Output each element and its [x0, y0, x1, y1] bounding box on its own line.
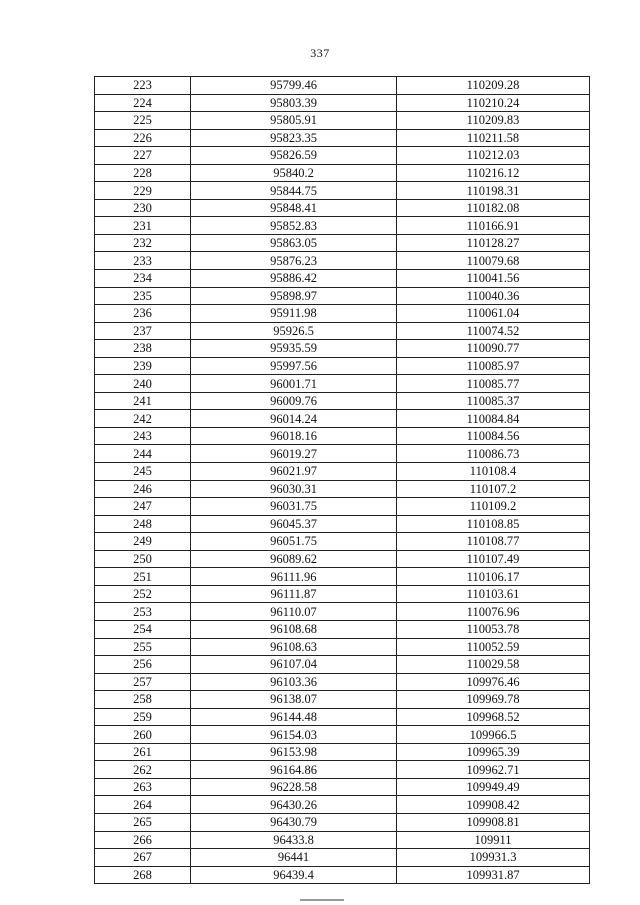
y-coordinate-cell: 109949.49: [397, 778, 590, 796]
y-coordinate-cell: 110085.97: [397, 357, 590, 375]
table-row: [95, 673, 590, 691]
point-number-cell: 235: [95, 287, 191, 305]
y-coordinate-cell: 110108.85: [397, 515, 590, 533]
y-coordinate-cell: 109976.46: [397, 673, 590, 691]
table-row: [95, 182, 590, 200]
table-row: [95, 445, 590, 463]
point-number-cell: 253: [95, 603, 191, 621]
x-coordinate-cell: 95886.42: [191, 270, 397, 288]
x-coordinate-cell: 95823.35: [191, 129, 397, 147]
x-coordinate-cell: 96153.98: [191, 743, 397, 761]
x-coordinate-cell: 96111.87: [191, 585, 397, 603]
point-number-cell: 237: [95, 322, 191, 340]
x-coordinate-cell: 95844.75: [191, 182, 397, 200]
y-coordinate-cell: 109908.42: [397, 796, 590, 814]
y-coordinate-cell: 109911: [397, 831, 590, 849]
y-coordinate-cell: 110108.77: [397, 533, 590, 551]
x-coordinate-cell: 96089.62: [191, 550, 397, 568]
x-coordinate-cell: 96439.4: [191, 866, 397, 884]
table-row: [95, 761, 590, 779]
x-coordinate-cell: 96108.68: [191, 620, 397, 638]
table-row: [95, 252, 590, 270]
table-row: [95, 129, 590, 147]
y-coordinate-cell: 110107.49: [397, 550, 590, 568]
table-row: [95, 708, 590, 726]
table-row: [95, 796, 590, 814]
y-coordinate-cell: 110210.24: [397, 94, 590, 112]
point-number-cell: 248: [95, 515, 191, 533]
point-number-cell: 264: [95, 796, 191, 814]
y-coordinate-cell: 109966.5: [397, 726, 590, 744]
point-number-cell: 244: [95, 445, 191, 463]
x-coordinate-cell: 96441: [191, 849, 397, 867]
x-coordinate-cell: 95926.5: [191, 322, 397, 340]
table-row: [95, 656, 590, 674]
y-coordinate-cell: 110041.56: [397, 270, 590, 288]
y-coordinate-cell: 109962.71: [397, 761, 590, 779]
y-coordinate-cell: 110029.58: [397, 656, 590, 674]
x-coordinate-cell: 95863.05: [191, 234, 397, 252]
x-coordinate-cell: 95799.46: [191, 77, 397, 95]
point-number-cell: 267: [95, 849, 191, 867]
table-row: [95, 585, 590, 603]
x-coordinate-cell: 96154.03: [191, 726, 397, 744]
point-number-cell: 259: [95, 708, 191, 726]
y-coordinate-cell: 110085.37: [397, 392, 590, 410]
point-number-cell: 262: [95, 761, 191, 779]
y-coordinate-cell: 110086.73: [397, 445, 590, 463]
table-row: [95, 778, 590, 796]
table-row: [95, 427, 590, 445]
table-row: [95, 550, 590, 568]
table-row: [95, 322, 590, 340]
table-row: [95, 813, 590, 831]
y-coordinate-cell: 110107.2: [397, 480, 590, 498]
x-coordinate-cell: 96021.97: [191, 463, 397, 481]
x-coordinate-cell: 96045.37: [191, 515, 397, 533]
y-coordinate-cell: 110040.36: [397, 287, 590, 305]
y-coordinate-cell: 109968.52: [397, 708, 590, 726]
x-coordinate-cell: 96164.86: [191, 761, 397, 779]
point-number-cell: 252: [95, 585, 191, 603]
x-coordinate-cell: 96018.16: [191, 427, 397, 445]
table-row: [95, 866, 590, 884]
table-row: [95, 77, 590, 95]
table-row: [95, 603, 590, 621]
point-number-cell: 227: [95, 147, 191, 165]
point-number-cell: 241: [95, 392, 191, 410]
point-number-cell: 256: [95, 656, 191, 674]
x-coordinate-cell: 95805.91: [191, 112, 397, 130]
point-number-cell: 258: [95, 691, 191, 709]
x-coordinate-cell: 96031.75: [191, 498, 397, 516]
point-number-cell: 234: [95, 270, 191, 288]
table-row: [95, 217, 590, 235]
point-number-cell: 260: [95, 726, 191, 744]
table-row: [95, 164, 590, 182]
point-number-cell: 226: [95, 129, 191, 147]
y-coordinate-cell: 110076.96: [397, 603, 590, 621]
y-coordinate-cell: 109931.87: [397, 866, 590, 884]
y-coordinate-cell: 110085.77: [397, 375, 590, 393]
table-row: [95, 340, 590, 358]
x-coordinate-cell: 96430.79: [191, 813, 397, 831]
table-row: [95, 831, 590, 849]
table-row: [95, 392, 590, 410]
y-coordinate-cell: 109931.3: [397, 849, 590, 867]
point-number-cell: 231: [95, 217, 191, 235]
point-number-cell: 261: [95, 743, 191, 761]
table-row: [95, 691, 590, 709]
table-row: [95, 533, 590, 551]
y-coordinate-cell: 110061.04: [397, 305, 590, 323]
point-number-cell: 246: [95, 480, 191, 498]
x-coordinate-cell: 95997.56: [191, 357, 397, 375]
y-coordinate-cell: 110074.52: [397, 322, 590, 340]
x-coordinate-cell: 96144.48: [191, 708, 397, 726]
x-coordinate-cell: 96108.63: [191, 638, 397, 656]
table-row: [95, 270, 590, 288]
point-number-cell: 228: [95, 164, 191, 182]
table-row: [95, 112, 590, 130]
point-number-cell: 266: [95, 831, 191, 849]
point-number-cell: 254: [95, 620, 191, 638]
point-number-cell: 224: [95, 94, 191, 112]
table-row: [95, 199, 590, 217]
table-row: [95, 305, 590, 323]
table-row: [95, 849, 590, 867]
x-coordinate-cell: 95848.41: [191, 199, 397, 217]
x-coordinate-cell: 96019.27: [191, 445, 397, 463]
point-number-cell: 232: [95, 234, 191, 252]
table-row: [95, 638, 590, 656]
x-coordinate-cell: 96051.75: [191, 533, 397, 551]
x-coordinate-cell: 95935.59: [191, 340, 397, 358]
coordinate-table-container: [94, 76, 590, 884]
coordinate-table: [94, 76, 590, 884]
table-row: [95, 480, 590, 498]
x-coordinate-cell: 96228.58: [191, 778, 397, 796]
x-coordinate-cell: 96107.04: [191, 656, 397, 674]
point-number-cell: 265: [95, 813, 191, 831]
x-coordinate-cell: 96001.71: [191, 375, 397, 393]
table-row: [95, 568, 590, 586]
y-coordinate-cell: 110106.17: [397, 568, 590, 586]
table-row: [95, 515, 590, 533]
x-coordinate-cell: 96111.96: [191, 568, 397, 586]
point-number-cell: 242: [95, 410, 191, 428]
table-row: [95, 287, 590, 305]
y-coordinate-cell: 110084.56: [397, 427, 590, 445]
x-coordinate-cell: 95803.39: [191, 94, 397, 112]
x-coordinate-cell: 96138.07: [191, 691, 397, 709]
point-number-cell: 243: [95, 427, 191, 445]
point-number-cell: 251: [95, 568, 191, 586]
point-number-cell: 249: [95, 533, 191, 551]
point-number-cell: 245: [95, 463, 191, 481]
x-coordinate-cell: 96433.8: [191, 831, 397, 849]
table-row: [95, 410, 590, 428]
y-coordinate-cell: 110216.12: [397, 164, 590, 182]
x-coordinate-cell: 95911.98: [191, 305, 397, 323]
y-coordinate-cell: 110079.68: [397, 252, 590, 270]
table-row: [95, 147, 590, 165]
table-row: [95, 375, 590, 393]
table-row: [95, 743, 590, 761]
x-coordinate-cell: 96110.07: [191, 603, 397, 621]
y-coordinate-cell: 110108.4: [397, 463, 590, 481]
x-coordinate-cell: 96014.24: [191, 410, 397, 428]
table-row: [95, 94, 590, 112]
x-coordinate-cell: 95852.83: [191, 217, 397, 235]
point-number-cell: 263: [95, 778, 191, 796]
x-coordinate-cell: 96103.36: [191, 673, 397, 691]
x-coordinate-cell: 95840.2: [191, 164, 397, 182]
x-coordinate-cell: 96430.26: [191, 796, 397, 814]
y-coordinate-cell: 110109.2: [397, 498, 590, 516]
page-number: 337: [310, 46, 330, 60]
point-number-cell: 233: [95, 252, 191, 270]
y-coordinate-cell: 110103.61: [397, 585, 590, 603]
x-coordinate-cell: 95876.23: [191, 252, 397, 270]
y-coordinate-cell: 110053.78: [397, 620, 590, 638]
table-row: [95, 463, 590, 481]
y-coordinate-cell: 110084.84: [397, 410, 590, 428]
point-number-cell: 268: [95, 866, 191, 884]
point-number-cell: 239: [95, 357, 191, 375]
table-row: [95, 498, 590, 516]
x-coordinate-cell: 95898.97: [191, 287, 397, 305]
point-number-cell: 236: [95, 305, 191, 323]
y-coordinate-cell: 110198.31: [397, 182, 590, 200]
coordinate-table-body: [95, 77, 590, 884]
point-number-cell: 255: [95, 638, 191, 656]
point-number-cell: 250: [95, 550, 191, 568]
x-coordinate-cell: 95826.59: [191, 147, 397, 165]
y-coordinate-cell: 110211.58: [397, 129, 590, 147]
y-coordinate-cell: 110182.08: [397, 199, 590, 217]
x-coordinate-cell: 96030.31: [191, 480, 397, 498]
y-coordinate-cell: 110090.77: [397, 340, 590, 358]
y-coordinate-cell: 109969.78: [397, 691, 590, 709]
point-number-cell: 223: [95, 77, 191, 95]
table-row: [95, 620, 590, 638]
table-row: [95, 234, 590, 252]
point-number-cell: 229: [95, 182, 191, 200]
x-coordinate-cell: 96009.76: [191, 392, 397, 410]
point-number-cell: 238: [95, 340, 191, 358]
bottom-edge-mark: [300, 899, 344, 901]
point-number-cell: 240: [95, 375, 191, 393]
point-number-cell: 230: [95, 199, 191, 217]
table-row: [95, 726, 590, 744]
y-coordinate-cell: 109908.81: [397, 813, 590, 831]
y-coordinate-cell: 110166.91: [397, 217, 590, 235]
point-number-cell: 257: [95, 673, 191, 691]
y-coordinate-cell: 110209.28: [397, 77, 590, 95]
point-number-cell: 247: [95, 498, 191, 516]
y-coordinate-cell: 109965.39: [397, 743, 590, 761]
y-coordinate-cell: 110052.59: [397, 638, 590, 656]
point-number-cell: 225: [95, 112, 191, 130]
y-coordinate-cell: 110212.03: [397, 147, 590, 165]
y-coordinate-cell: 110209.83: [397, 112, 590, 130]
table-row: [95, 357, 590, 375]
y-coordinate-cell: 110128.27: [397, 234, 590, 252]
